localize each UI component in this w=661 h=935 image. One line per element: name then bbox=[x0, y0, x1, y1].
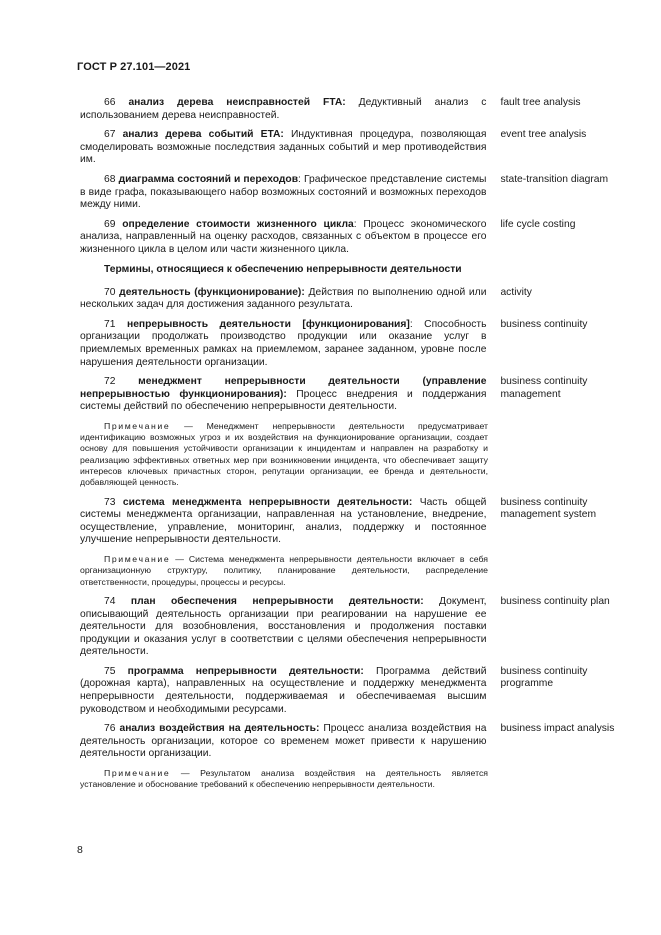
note-label: Примечание bbox=[104, 768, 171, 779]
term-entry-76 bbox=[80, 723, 618, 761]
term-name: программа непрерывности деятельности: bbox=[127, 665, 364, 677]
term-name: анализ воздействия на деятельность: bbox=[119, 723, 320, 735]
term-definition bbox=[80, 723, 486, 761]
note-72 bbox=[80, 421, 488, 489]
note-text: — Менеджмент непрерывности деятельности предусматривает идентификацию возможных угроз и их воздействия на функционирование организации, создает основу для повышения устойчивости организации к инцидентам и направлен на разработку и реализацию эффективных ответных мер при возникновении инцидента, что обеспечивает защиту интересов ключевых причастных сторон, репутации организации, ее бренда и деятельности, добавляющей ценность. bbox=[80, 420, 488, 488]
note-text: — Результатом анализа воздействия на деятельность является установление и обоснование требований к обеспечению непрерывности деятельности. bbox=[80, 768, 488, 790]
term-name: менеджмент непрерывности деятельности (управление непрерывностью функционирования): bbox=[80, 376, 487, 400]
term-name: анализ дерева неисправностей FTA: bbox=[128, 97, 346, 108]
term-number: 69 bbox=[104, 218, 116, 230]
term-entry-66 bbox=[80, 97, 618, 122]
document-body bbox=[80, 97, 618, 799]
term-english: business continuity plan bbox=[500, 595, 610, 607]
term-definition bbox=[80, 129, 486, 167]
document-header: ГОСТ Р 27.101—2021 bbox=[77, 61, 191, 73]
term-entry-72 bbox=[80, 376, 618, 414]
term-text: Программа действий (дорожная карта), направленных на осуществление и поддержку менеджмента непрерывности деятельности, поддерживаемая и обеспечиваемая высшим руководством и необходимыми ресурсами. bbox=[80, 665, 487, 715]
term-english: event tree analysis bbox=[500, 129, 587, 141]
term-name: диаграмма состояний и переходов bbox=[118, 173, 299, 185]
term-english: life cycle costing bbox=[500, 218, 576, 230]
term-entry-69 bbox=[80, 219, 618, 257]
term-definition bbox=[80, 174, 486, 212]
term-definition bbox=[80, 596, 486, 659]
term-definition bbox=[80, 497, 486, 547]
term-definition bbox=[80, 319, 486, 369]
term-definition bbox=[80, 376, 486, 414]
term-text: Действия по выполнению одной или нескольких задач для достижения заданного результата. bbox=[80, 286, 487, 311]
term-text: : Процесс экономического анализа, направленный на оценку расходов, связанных с объектом в процессе его жизненного цикла в целом или части жизненного цикла. bbox=[80, 218, 487, 255]
term-english: business continuity management bbox=[500, 376, 588, 400]
term-number: 70 bbox=[104, 286, 116, 298]
term-entry-74 bbox=[80, 596, 618, 659]
note-text: — Система менеджмента непрерывности деятельности включает в себя организационную структуру, политику, планирование деятельности, распределение ответственности, процедуры, процессы и ресурсы. bbox=[80, 554, 488, 587]
term-text: Процесс анализа воздействия на деятельность организации, которое со временем может привести к нарушению деятельности организации. bbox=[80, 723, 487, 760]
term-name: план обеспечения непрерывности деятельности: bbox=[130, 595, 424, 607]
term-number: 66 bbox=[104, 97, 116, 108]
term-entry-73 bbox=[80, 497, 618, 547]
note-label: Примечание bbox=[104, 554, 171, 565]
term-text: Процесс внедрения и поддержания системы действий по обеспечению непрерывности деятельности. bbox=[80, 388, 487, 413]
term-definition bbox=[80, 287, 486, 312]
term-text: : Графическое представление системы в виде графа, показывающего набор возможных состояний и возможных переходов между ними. bbox=[80, 173, 487, 211]
term-entry-67 bbox=[80, 129, 618, 167]
term-number: 72 bbox=[104, 376, 116, 388]
term-text: : Способность организации продолжать производство продукции или оказание услуг в приемлемых временных рамках на приемлемом, заранее заданном, уровне после нарушения деятельности организации. bbox=[80, 318, 487, 368]
term-number: 76 bbox=[104, 723, 116, 735]
note-76 bbox=[80, 768, 488, 791]
term-number: 73 bbox=[104, 496, 116, 508]
term-text: Часть общей системы менеджмента организации, направленная на установление, внедрение, осуществление, управление, мониторинг, анализ, поддержку и постоянное улучшение непрерывности деятельности. bbox=[80, 496, 487, 546]
term-name: анализ дерева событий ETA: bbox=[122, 129, 284, 141]
page-number: 8 bbox=[77, 844, 83, 856]
term-number: 75 bbox=[104, 665, 116, 677]
term-name: система менеджмента непрерывности деятельности: bbox=[122, 496, 413, 508]
term-entry-70 bbox=[80, 287, 618, 312]
term-number: 74 bbox=[104, 595, 116, 607]
note-73 bbox=[80, 554, 488, 588]
term-number: 68 bbox=[104, 173, 116, 185]
term-name: определение стоимости жизненного цикла bbox=[122, 218, 354, 230]
term-text: Документ, описывающий деятельность организации при реагировании на нарушение ее деятельности для возобновления, восстановления и продолжения поставки продукции и оказания услуг в соответствии с целями обеспечения непрерывности деятельности. bbox=[80, 595, 487, 658]
term-number: 67 bbox=[104, 129, 116, 141]
section-heading: Термины, относящиеся к обеспечению непрерывности деятельности bbox=[104, 263, 462, 275]
term-entry-75 bbox=[80, 666, 618, 716]
term-entry-71 bbox=[80, 319, 618, 369]
term-entry-68 bbox=[80, 174, 618, 212]
term-english: business continuity management system bbox=[500, 496, 597, 521]
term-definition bbox=[80, 219, 486, 257]
term-text: Индуктивная процедура, позволяющая смоделировать возможные последствия заданных событий и мер противодействия им. bbox=[80, 129, 487, 166]
term-text: Дедуктивный анализ с использованием дерева неисправностей. bbox=[80, 97, 487, 121]
term-number: 71 bbox=[104, 318, 116, 330]
note-label: Примечание bbox=[104, 420, 171, 431]
term-english: business impact analysis bbox=[500, 723, 615, 735]
term-name: непрерывность деятельности [функционирования] bbox=[126, 318, 410, 330]
term-name: деятельность (функционирование): bbox=[119, 286, 305, 298]
term-english: business continuity bbox=[500, 318, 588, 330]
term-definition bbox=[80, 97, 486, 122]
term-definition bbox=[80, 666, 486, 716]
term-english: business continuity programme bbox=[500, 665, 588, 690]
term-english: activity bbox=[500, 286, 532, 298]
term-english: fault tree analysis bbox=[500, 97, 581, 108]
term-english: state-transition diagram bbox=[500, 173, 609, 185]
